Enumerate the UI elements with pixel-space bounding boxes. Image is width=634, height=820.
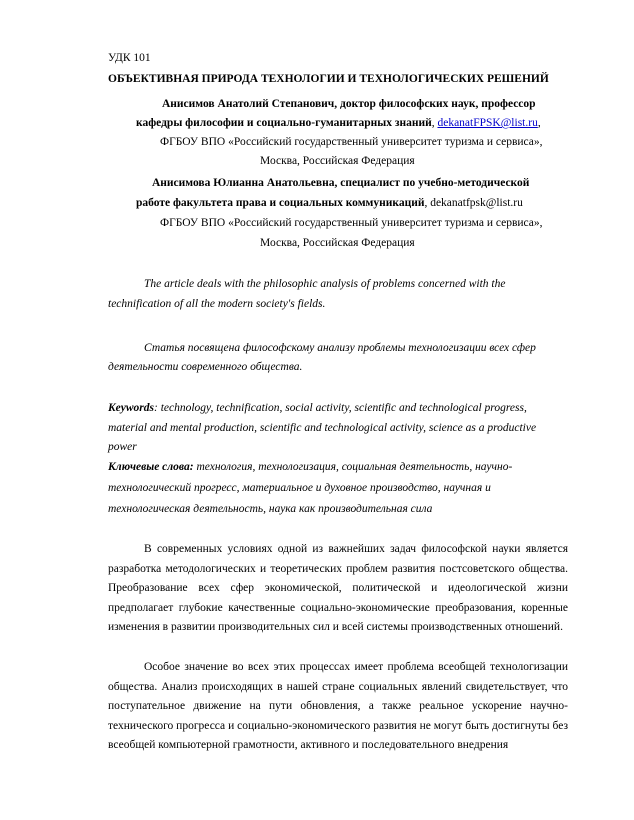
keywords-ru-label: Ключевые слова: xyxy=(108,461,194,473)
abstract-en-line1 xyxy=(144,277,568,291)
keywords-ru-line1 xyxy=(108,460,512,474)
author1-affiliation xyxy=(136,116,541,130)
author1-tail: , xyxy=(537,117,541,129)
author2-email: dekanatfpsk@list.ru xyxy=(430,197,523,209)
abstract-en-line2: technification of all the modern society's fields. xyxy=(108,298,326,310)
keywords-en-label: Keywords xyxy=(108,402,154,414)
udk-code: УДК 101 xyxy=(108,52,151,64)
article-title: ОБЪЕКТИВНАЯ ПРИРОДА ТЕХНОЛОГИИ И ТЕХНОЛОГИЧЕСКИХ РЕШЕНИЙ xyxy=(108,73,549,85)
author1-email-link[interactable]: dekanatFPSK@list.ru xyxy=(437,117,538,129)
keywords-en-line3: power xyxy=(108,441,137,453)
author2-org: ФГБОУ ВПО «Российский государственный университет туризма и сервиса», xyxy=(160,217,543,229)
keywords-ru-line3: технологическая деятельность, наука как производительная сила xyxy=(108,503,433,515)
author1-department: кафедры философии и социально-гуманитарных знаний xyxy=(136,117,432,129)
abstract-en-text1: The article deals with the philosophic analysis of problems concerned with the xyxy=(144,278,506,290)
author1-city: Москва, Российская Федерация xyxy=(260,155,415,167)
abstract-ru-line2: деятельности современного общества. xyxy=(108,361,303,373)
author2-separator: , xyxy=(424,197,431,209)
author2-affiliation xyxy=(136,196,523,210)
keywords-en-text1: : technology, technification, social activity, scientific and technological progress, xyxy=(154,402,527,414)
author1-org: ФГБОУ ВПО «Российский государственный университет туризма и сервиса», xyxy=(160,136,543,148)
body-paragraph-2: Особое значение во всех этих процессах имеет проблема всеобщей технологизации общества. Анализ происходящих в нашей стране социальных явлений свидетельствует, что поступательное движение на пути обновления, а также реальное ускорение научно-технического прогресса и социально-экономического развития не могут быть достигнуты без всеобщей компьютерной грамотности, активного и последовательного внедрения xyxy=(108,661,568,752)
keywords-ru-text1: технология, технологизация, социальная деятельность, научно- xyxy=(193,461,513,473)
author2-department: работе факультета права и социальных коммуникаций xyxy=(136,197,425,209)
author1-name: Анисимов Анатолий Степанович, доктор философских наук, профессор xyxy=(162,98,536,110)
keywords-ru-line2: технологический прогресс, материальное и духовное производство, научная и xyxy=(108,482,491,494)
abstract-ru-line1: Статья посвящена философскому анализу проблемы технологизации всех сфер xyxy=(144,342,536,354)
author2-name: Анисимова Юлианна Анатольевна, специалист по учебно-методической xyxy=(152,177,530,189)
author1-separator: , xyxy=(431,117,438,129)
body-paragraph-1: В современных условиях одной из важнейших задач философской науки является разработка методологических и теоретических проблем развития постсоветского общества. Преобразование всех сфер экономической, политической и идеологической жизни предполагает глубокие качественные социально-экономические преобразования, коренные изменения в развитии производительных сил и всей системы производственных отношений. xyxy=(108,543,568,634)
keywords-en-line1 xyxy=(108,401,527,415)
author2-city: Москва, Российская Федерация xyxy=(260,237,415,249)
keywords-en-line2: material and mental production, scientific and technological activity, science as a productive xyxy=(108,422,537,434)
